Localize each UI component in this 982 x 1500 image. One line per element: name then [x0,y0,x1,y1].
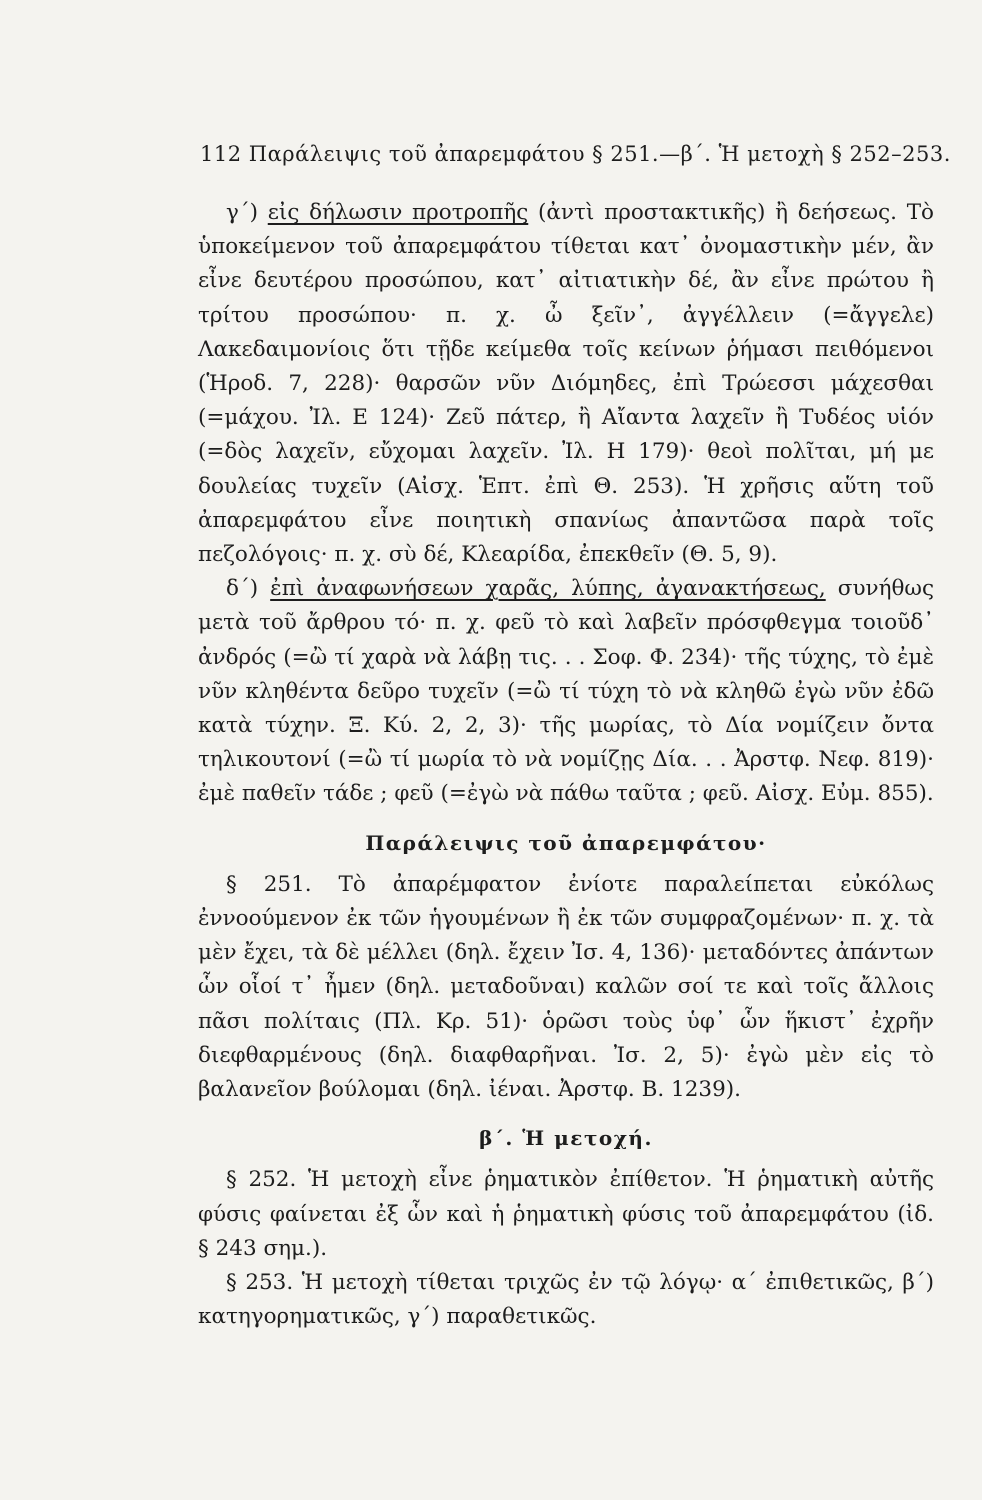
running-head: 112 Παράλειψις τοῦ ἀπαρεμφάτου § 251.—β΄. Ἡ μετοχὴ § 252–253. [200,142,951,166]
paragraph-253: § 253. Ἡ μετοχὴ τίθεται τριχῶς ἐν τῷ λόγῳ· α΄ ἐπιθετικῶς, β΄) κατηγορηματικῶς, γ΄) παραθετικῶς. [198,1270,934,1330]
underlined-phrase: ἐπὶ ἀναφωνήσεων χαρᾶς, λύπης, ἀγανακτήσεως, [270,576,826,602]
paragraph-gamma [198,196,934,572]
paragraph-text: συνήθως μετὰ τοῦ ἄρθρου τό· π. χ. φεῦ τὸ καὶ λαβεῖν πρόσφθεγμα τοιοῦδ᾽ ἀνδρός (=ὢ τί χαρὰ νὰ λάβῃ τις. . . Σοφ. Φ. 234)· τῆς τύχης, τὸ ἐμὲ νῦν κληθέντα δεῦρο τυχεῖν (=ὢ τί τύχη τὸ νὰ κληθῶ ἐγὼ νῦν ἐδῶ κατὰ τύχην. Ξ. Κύ. 2, 2, 3)· τῆς μωρίας, τὸ Δία νομίζειν ὄντα τηλικουτονί (=ὢ τί μωρία τὸ νὰ νομίζῃς Δία. . . Ἀρστφ. Νεφ. 819)· ἐμὲ παθεῖν τάδε ; φεῦ (=ἐγὼ νὰ πάθω ταῦτα ; φεῦ. Αἰσχ. Εὐμ. 855). [198,576,934,807]
section-heading-participle: β΄. Ἡ μετοχή. [479,1126,653,1151]
paragraph-251: § 251. Τὸ ἀπαρέμφατον ἐνίοτε παραλείπεται εὐκόλως ἐννοούμενον ἐκ τῶν ἡγουμένων ἢ ἐκ τῶν συμφραζομένων· π. χ. τὰ μὲν ἔχει, τὰ δὲ μέλλει (δηλ. ἔχειν Ἰσ. 4, 136)· μεταδόντες ἀπάντων ὧν οἷοί τ᾽ ἦμεν (δηλ. μεταδοῦναι) καλῶν σοί τε καὶ τοῖς ἄλλοις πᾶσι πολίταις (Πλ. Κρ. 51)· ὁρῶσι τοὺς ὑφ᾽ ὧν ἥκιστ᾽ ἐχρῆν διεφθαρμένους (δηλ. διαφθαρῆναι. Ἰσ. 2, 5)· ἐγὼ μὲν εἰς τὸ βαλανεῖον βούλομαι (δηλ. ἰέναι. Ἀρστφ. Β. 1239). [198,871,934,1103]
page-body [198,196,934,1335]
paragraph-text: (ἀντὶ προστακτικῆς) ἢ δεήσεως. Τὸ ὑποκείμενον τοῦ ἀπαρεμφάτου τίθεται κατ᾽ ὀνομαστικὴν μέν, ἂν εἶνε δευτέρου προσώπου, κατ᾽ αἰτιατικὴν δέ, ἂν εἶνε πρώτου ἢ τρίτου προσώπου· π. χ. ὦ ξεῖν᾽, ἀγγέλλειν (=ἄγγελε) Λακεδαιμονίοις ὅτι τῇδε κείμεθα τοῖς κείνων ῥήμασι πειθόμενοι (Ἡροδ. 7, 228)· θαρσῶν νῦν Διόμηδες, ἐπὶ Τρώεσσι μάχεσθαι (=μάχου. Ἰλ. Ε 124)· Ζεῦ πάτερ, ἢ Αἴαντα λαχεῖν ἢ Τυδέος υἱόν (=δὸς λαχεῖν, εὔχομαι λαχεῖν. Ἰλ. Η 179)· θεοὶ πολῖται, μή με δουλείας τυχεῖν (Αἰσχ. Ἑπτ. ἐπὶ Θ. 253). Ἡ χρῆσις αὕτη τοῦ ἀπαρεμφάτου εἶνε ποιητικὴ σπανίως ἀπαντῶσα παρὰ τοῖς πεζολόγοις· π. χ. σὺ δέ, Κλεαρίδα, ἐπεκθεῖν (Θ. 5, 9). [198,200,934,568]
item-label: δ΄) [226,576,259,602]
item-label: γ΄) [226,200,258,225]
paragraph-delta [198,572,934,811]
underlined-phrase: εἰς δήλωσιν προτροπῆς [267,200,529,225]
paragraph-252: § 252. Ἡ μετοχὴ εἶνε ῥηματικὸν ἐπίθετον. Ἡ ῥηματικὴ αὐτῆς φύσις φαίνεται ἐξ ὧν καὶ ἡ ῥηματικὴ φύσις τοῦ ἀπαρεμφάτου (ἰδ. § 243 σημ.). [198,1167,934,1261]
section-heading-omission: Παράλειψις τοῦ ἀπαρεμφάτου· [365,830,767,855]
